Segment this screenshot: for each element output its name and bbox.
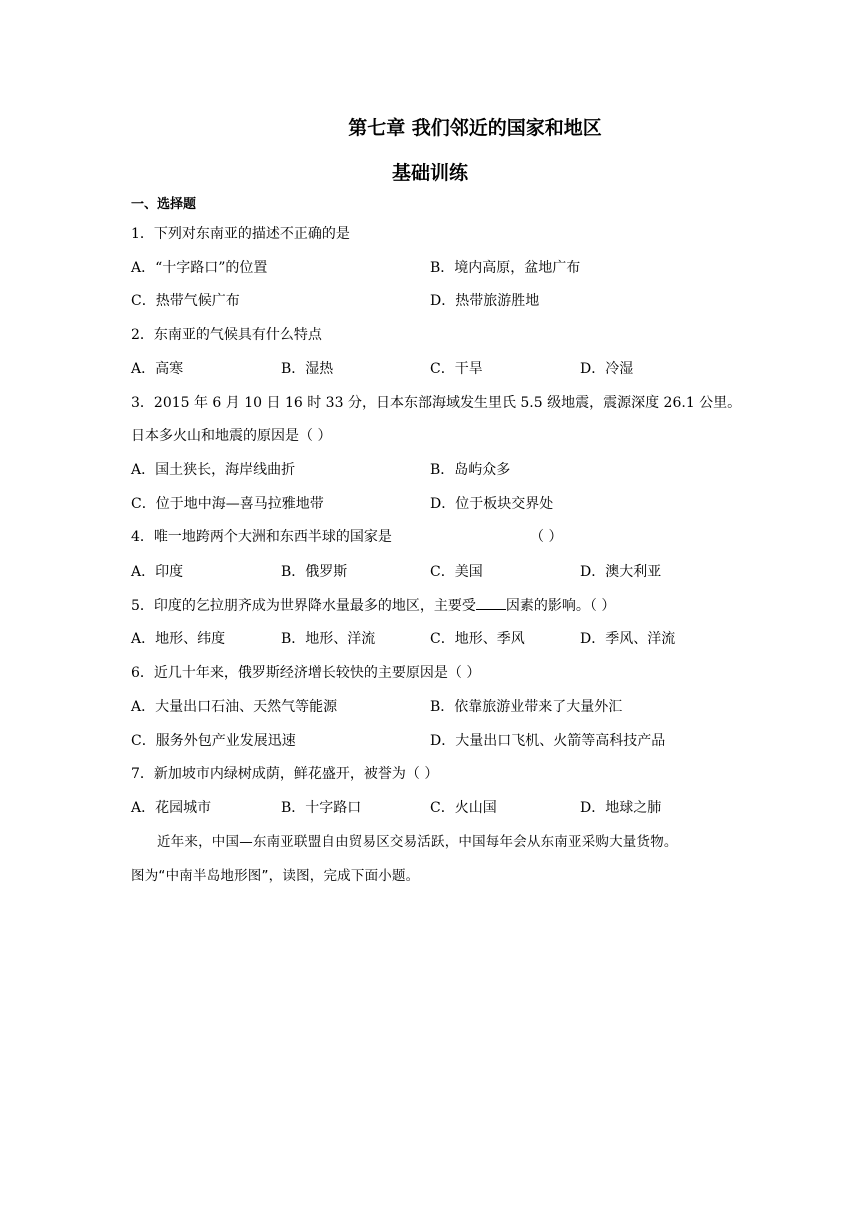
question-3-option-c: C．位于地中海—喜马拉雅地带 <box>131 496 324 512</box>
question-6-option-b: B．依靠旅游业带来了大量外汇 <box>430 699 623 715</box>
question-6-option-a: A．大量出口石油、天然气等能源 <box>131 699 338 715</box>
question-4-option-d: D．澳大利亚 <box>580 564 662 580</box>
question-1-stem: 1．下列对东南亚的描述不正确的是 <box>131 226 350 242</box>
question-2-option-a: A．高寒 <box>131 361 184 377</box>
section-heading: 一、选择题 <box>131 197 197 212</box>
question-3-option-a: A．国土狭长，海岸线曲折 <box>131 462 296 478</box>
subtitle: 基础训练 <box>391 162 468 184</box>
question-3-option-b: B．岛屿众多 <box>430 462 511 478</box>
question-4-answer-paren: （ ） <box>530 529 563 545</box>
question-1-option-c: C．热带气候广布 <box>131 293 240 309</box>
question-5-option-a: A．地形、纬度 <box>131 631 226 647</box>
question-3-stem-line-2: 日本多火山和地震的原因是（ ） <box>131 428 332 444</box>
question-2-option-d: D．冷湿 <box>580 361 634 377</box>
question-4-option-c: C．美国 <box>430 564 483 580</box>
question-6-stem: 6．近几十年来，俄罗斯经济增长较快的主要原因是（ ） <box>131 665 481 681</box>
question-5-stem-before: 5．印度的乞拉朋齐成为世界降水量最多的地区，主要受 <box>131 598 476 614</box>
question-2-stem: 2．东南亚的气候具有什么特点 <box>131 327 322 343</box>
chapter-title: 第七章 我们邻近的国家和地区 <box>348 117 602 139</box>
question-7-option-c: C．火山国 <box>430 800 497 816</box>
passage-line-2: 图为“中南半岛地形图”，读图，完成下面小题。 <box>131 868 420 884</box>
question-3-stem-line-1: 3．2015 年 6 月 10 日 16 时 33 分，日本东部海域发生里氏 5.5 级地震，震源深度 26.1 公里。 <box>131 395 742 411</box>
question-1-option-d: D．热带旅游胜地 <box>430 293 540 309</box>
question-6-option-c: C．服务外包产业发展迅速 <box>131 733 296 749</box>
fill-in-blank <box>476 595 506 610</box>
question-5-option-d: D．季风、洋流 <box>580 631 676 647</box>
question-7-option-a: A．花园城市 <box>131 800 212 816</box>
question-5-stem <box>131 595 615 616</box>
question-5-stem-after: 因素的影响。（ ） <box>505 598 616 614</box>
question-4-option-a: A．印度 <box>131 564 184 580</box>
question-5-option-c: C．地形、季风 <box>430 631 525 647</box>
question-1-option-a: A．“十字路口”的位置 <box>131 260 268 276</box>
question-4-stem: 4．唯一地跨两个大洲和东西半球的国家是 <box>131 529 392 545</box>
passage-line-1: 近年来，中国—东南亚联盟自由贸易区交易活跃，中国每年会从东南亚采购大量货物。 <box>157 834 678 850</box>
question-2-option-b: B．湿热 <box>281 361 334 377</box>
question-7-stem: 7．新加坡市内绿树成荫，鲜花盛开，被誉为（ ） <box>131 766 439 782</box>
question-2-option-c: C．干旱 <box>430 361 483 377</box>
question-4-option-b: B．俄罗斯 <box>281 564 348 580</box>
question-1-option-b: B．境内高原，盆地广布 <box>430 260 581 276</box>
question-6-option-d: D．大量出口飞机、火箭等高科技产品 <box>430 733 666 749</box>
question-5-option-b: B．地形、洋流 <box>281 631 376 647</box>
question-7-option-d: D．地球之肺 <box>580 800 662 816</box>
question-7-option-b: B．十字路口 <box>281 800 362 816</box>
question-3-option-d: D．位于板块交界处 <box>430 496 554 512</box>
